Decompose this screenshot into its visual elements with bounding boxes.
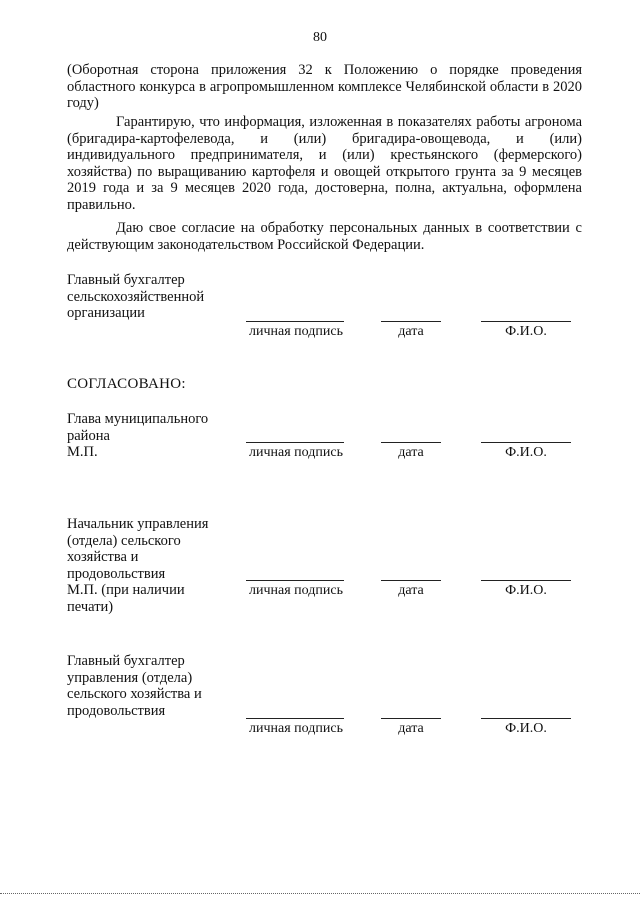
date-line: [381, 442, 441, 443]
signatory-head-municipal: Глава муниципального района М.П.: [67, 411, 209, 461]
date-caption: дата: [398, 721, 424, 736]
signature-caption: личная подпись: [249, 445, 343, 460]
signature-line: [246, 580, 344, 581]
fio-line: [481, 718, 571, 719]
fio-line: [481, 442, 571, 443]
date-line: [381, 580, 441, 581]
fio-line: [481, 580, 571, 581]
signature-line: [246, 442, 344, 443]
date-line: [381, 321, 441, 322]
fio-line: [481, 321, 571, 322]
signature-caption: личная подпись: [249, 721, 343, 736]
date-caption: дата: [398, 583, 424, 598]
date-caption: дата: [398, 324, 424, 339]
intro-paragraph: [67, 62, 582, 112]
footer-rule: [0, 893, 640, 894]
fio-caption: Ф.И.О.: [505, 583, 547, 598]
signature-line: [246, 321, 344, 322]
fio-caption: Ф.И.О.: [505, 445, 547, 460]
signatory-head-agri-department: Начальник управления (отдела) сельского хозяйства и продовольствия М.П. (при наличии печати): [67, 516, 209, 615]
signatory-chief-accountant-org: Главный бухгалтер сельскохозяйственной организации: [67, 272, 205, 322]
date-caption: дата: [398, 445, 424, 460]
consent-text: Даю свое согласие на обработку персональных данных в соответствии с действующим законодательством Российской Федерации.: [67, 220, 582, 253]
fio-caption: Ф.И.О.: [505, 324, 547, 339]
signature-caption: личная подпись: [249, 324, 343, 339]
guarantee-paragraph: [67, 114, 582, 214]
date-line: [381, 718, 441, 719]
approved-heading: СОГЛАСОВАНО:: [67, 376, 186, 392]
signatory-chief-accountant-department: Главный бухгалтер управления (отдела) сельского хозяйства и продовольствия: [67, 653, 202, 719]
signature-caption: личная подпись: [249, 583, 343, 598]
page-number: 80: [313, 30, 327, 45]
consent-paragraph: [67, 220, 582, 253]
signature-line: [246, 718, 344, 719]
intro-text: (Оборотная сторона приложения 32 к Положению о порядке проведения областного конкурса в агропромышленном комплексе Челябинской области в 2020 году): [67, 62, 582, 112]
guarantee-text: Гарантирую, что информация, изложенная в показателях работы агронома (бригадира-картофелевода, и (или) бригадира-овощевода, и (или) индивидуального предпринимателя, и (или) крестьянского (фермерского) хозяйства) по выращиванию картофеля и овощей открытого грунта за 9 месяцев 2019 года и за 9 месяцев 2020 года, достоверна, полна, актуальна, оформлена правильно.: [67, 114, 582, 213]
fio-caption: Ф.И.О.: [505, 721, 547, 736]
